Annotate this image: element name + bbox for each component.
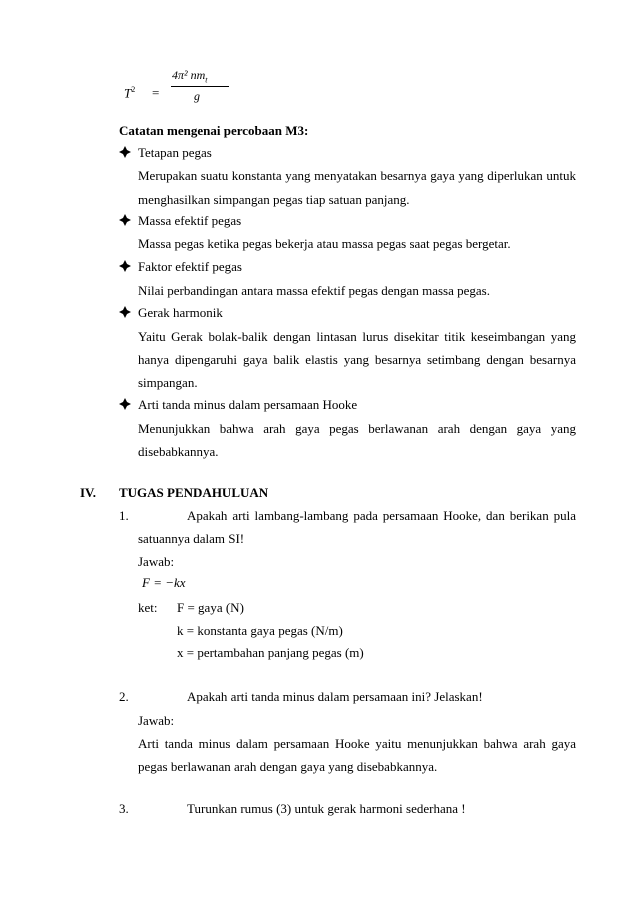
question-2-text: Apakah arti tanda minus dalam persamaan ini? Jelaskan! [187, 689, 483, 704]
ket-line: k = konstanta gaya pegas (N/m) [177, 623, 343, 638]
ket-line: F = gaya (N) [177, 600, 244, 615]
def-line: Yaitu Gerak bolak-balik dengan lintasan lurus disekitar titik keseimbangan yang [138, 329, 576, 344]
term-faktor-efektif: Faktor efektif pegas [138, 259, 242, 274]
diamond-bullet-icon [119, 214, 131, 226]
diamond-bullet-icon [119, 398, 131, 410]
period-formula [124, 68, 244, 114]
ket-label: ket: [138, 600, 158, 615]
formula-equals: = [152, 85, 160, 100]
answer-2-line: Arti tanda minus dalam persamaan Hooke yaitu menunjukkan bahwa arah gaya [138, 736, 576, 751]
hooke-equation: F = −kx [142, 575, 186, 590]
question-3-text: Turunkan rumus (3) untuk gerak harmoni sederhana ! [187, 801, 466, 816]
formula-numerator: 4π² $nm_t$ [172, 68, 208, 85]
question-3-number: 3. [119, 801, 129, 816]
jawab-label: Jawab: [138, 554, 175, 569]
def-line: hanya dipengaruhi gaya balik elastis yang besarnya setimbang dengan besarnya [138, 352, 576, 367]
term-tetapan-pegas: Tetapan pegas [138, 145, 212, 160]
question-1-number: 1. [119, 508, 129, 523]
question-1-text-cont: satuannya dalam SI! [138, 531, 245, 546]
def-line: simpangan. [138, 375, 198, 390]
section-iv-number: IV. [80, 485, 97, 500]
fraction-bar [171, 86, 229, 87]
def-line: Merupakan suatu konstanta yang menyatakan besarnya gaya yang diperlukan untuk [138, 168, 576, 183]
section-m3-heading: Catatan mengenai percobaan M3: [119, 123, 309, 138]
diamond-bullet-icon [119, 146, 131, 158]
question-1-text: Apakah arti lambang-lambang pada persamaan Hooke, dan berikan pula [187, 508, 576, 523]
def-line: Nilai perbandingan antara massa efektif pegas dengan massa pegas. [138, 283, 490, 298]
ket-line: x = pertambahan panjang pegas (m) [177, 645, 364, 660]
def-line: menghasilkan simpangan pegas tiap satuan panjang. [138, 192, 410, 207]
diamond-bullet-icon [119, 260, 131, 272]
section-iv-heading: TUGAS PENDAHULUAN [119, 485, 269, 500]
jawab-label: Jawab: [138, 713, 175, 728]
answer-2-line: pegas berlawanan arah dengan gaya yang disebabkannya. [138, 759, 438, 774]
term-tanda-minus: Arti tanda minus dalam persamaan Hooke [138, 397, 358, 412]
diamond-bullet-icon [119, 306, 131, 318]
def-line: disebabkannya. [138, 444, 219, 459]
def-line: Menunjukkan bahwa arah gaya pegas berlawanan arah dengan gaya yang [138, 421, 576, 436]
formula-lhs: $T^2$ [124, 85, 136, 101]
formula-denominator: g [194, 89, 200, 103]
question-2-number: 2. [119, 689, 129, 704]
term-massa-efektif: Massa efektif pegas [138, 213, 242, 228]
def-line: Massa pegas ketika pegas bekerja atau massa pegas saat pegas bergetar. [138, 236, 511, 251]
term-gerak-harmonik: Gerak harmonik [138, 305, 223, 320]
